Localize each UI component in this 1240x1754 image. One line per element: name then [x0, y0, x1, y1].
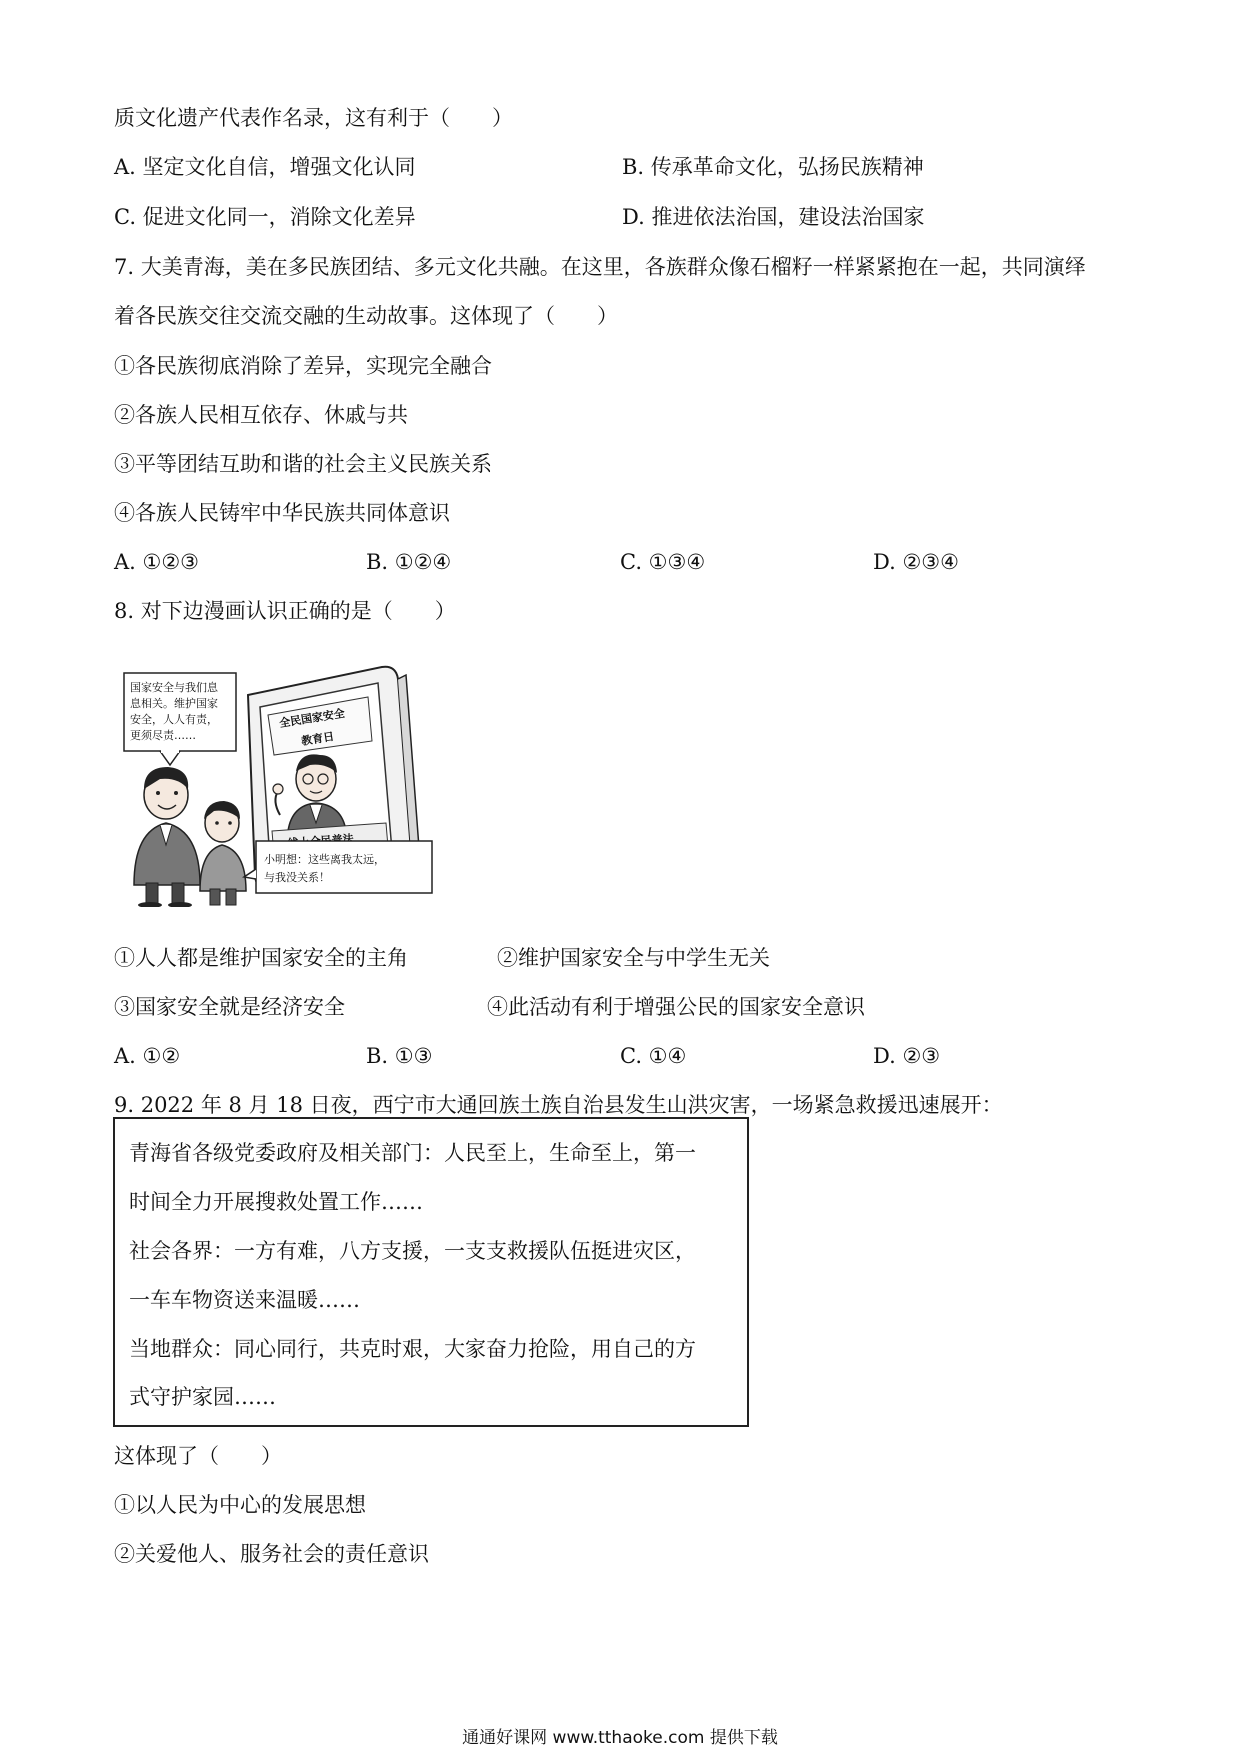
q9-box-line-5: 当地群众：同心同行，共克时艰，大家奋力抢险，用自己的方 [129, 1337, 696, 1361]
q7-statement-1: ①各民族彻底消除了差异，实现完全融合 [114, 354, 492, 378]
speech-child-line2: 与我没关系！ [264, 871, 330, 884]
screen-title-line1: 全民国家安全 [278, 706, 346, 730]
q9-box-line-4: 一车车物资送来温暖…… [129, 1288, 360, 1312]
screen-title-line2: 教育日 [300, 729, 336, 748]
q8-option-b: B. ①③ [366, 1044, 433, 1068]
q9-stem: 9. 2022 年 8 月 18 日夜，西宁市大通回族土族自治县发生山洪灾害，一场紧急救援迅速展开： [114, 1093, 1003, 1117]
q7-option-d: D. ②③④ [873, 550, 959, 574]
speech-bubble-child [244, 841, 432, 893]
q9-statement-2: ②关爱他人、服务社会的责任意识 [114, 1542, 429, 1566]
q8-option-a: A. ①② [114, 1044, 181, 1068]
q7-statement-3: ③平等团结互助和谐的社会主义民族关系 [114, 452, 492, 476]
speech-parent-line3: 安全，人人有责， [130, 713, 218, 726]
q6-stem-tail: 质文化遗产代表作名录，这有利于（ ） [114, 106, 513, 130]
q6-option-a: A. 坚定文化自信，增强文化认同 [114, 155, 416, 179]
q8-stem: 8. 对下边漫画认识正确的是（ ） [114, 599, 456, 623]
q6-option-c: C. 促进文化同一，消除文化差异 [114, 205, 416, 229]
speech-parent-line2: 息相关。维护国家 [130, 697, 218, 710]
q6-option-b: B. 传承革命文化，弘扬民族精神 [622, 155, 924, 179]
q7-option-c: C. ①③④ [620, 550, 706, 574]
q7-stem-line1: 7. 大美青海，美在多民族团结、多元文化共融。在这里，各族群众像石榴籽一样紧紧抱在一起，共同演绎 [114, 255, 1086, 279]
q6-option-d: D. 推进依法治国，建设法治国家 [622, 205, 925, 229]
cartoon-illustration [120, 655, 442, 907]
q7-option-a: A. ①②③ [114, 550, 199, 574]
q8-statement-2: ②维护国家安全与中学生无关 [497, 946, 770, 970]
footer-source: 通通好课网 www.tthaoke.com 提供下载 [462, 1728, 778, 1748]
child-figure [200, 801, 246, 905]
q8-statement-4: ④此活动有利于增强公民的国家安全意识 [487, 995, 865, 1019]
q8-statement-3: ③国家安全就是经济安全 [114, 995, 345, 1019]
q9-box-line-6: 式守护家园…… [129, 1385, 276, 1409]
q7-statement-2: ②各族人民相互依存、休戚与共 [114, 403, 408, 427]
q9-statement-1: ①以人民为中心的发展思想 [114, 1493, 366, 1517]
q9-material-box [113, 1117, 749, 1427]
father-figure [134, 767, 200, 907]
speech-parent-line1: 国家安全与我们息 [130, 681, 218, 694]
speech-parent-line4: 更须尽责…… [130, 729, 196, 742]
q9-after-box: 这体现了（ ） [114, 1444, 282, 1468]
q8-option-d: D. ②③ [873, 1044, 941, 1068]
q9-box-line-2: 时间全力开展搜救处置工作…… [129, 1190, 423, 1214]
speech-child-line1: 小明想：这些离我太远， [264, 853, 385, 866]
q7-statement-4: ④各族人民铸牢中华民族共同体意识 [114, 501, 450, 525]
q9-box-line-1: 青海省各级党委政府及相关部门：人民至上，生命至上，第一 [129, 1141, 696, 1165]
q8-option-c: C. ①④ [620, 1044, 687, 1068]
q7-stem-line2: 着各民族交往交流交融的生动故事。这体现了（ ） [114, 304, 618, 328]
q9-box-line-3: 社会各界：一方有难，八方支援，一支支救援队伍挺进灾区， [129, 1239, 696, 1263]
q8-statement-1: ①人人都是维护国家安全的主角 [114, 946, 408, 970]
q7-option-b: B. ①②④ [366, 550, 452, 574]
